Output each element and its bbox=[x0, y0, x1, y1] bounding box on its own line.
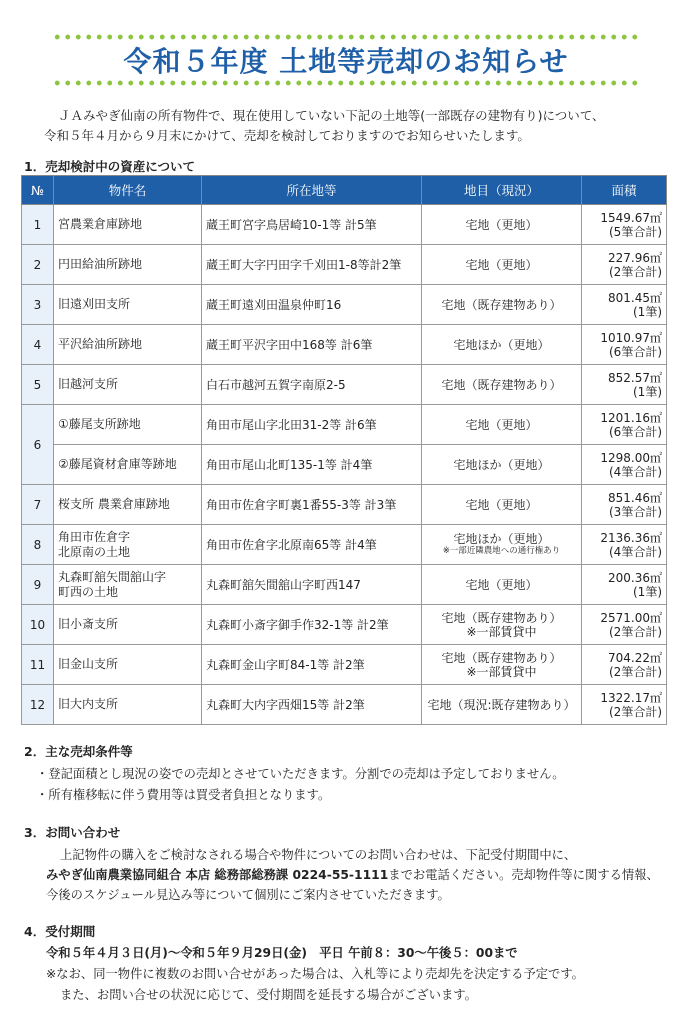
row-name-cell bbox=[54, 525, 202, 565]
table-row bbox=[22, 485, 667, 525]
row-land-text: 宅地（更地） bbox=[465, 217, 538, 232]
row-area-cell bbox=[582, 525, 667, 565]
row-area-cell bbox=[582, 485, 667, 525]
row-land-text: 宅地（更地） bbox=[465, 497, 538, 512]
row-area-cell bbox=[582, 565, 667, 605]
row-location-cell: 丸森町小斎字御手作32-1等 計2筆 bbox=[202, 605, 422, 645]
row-name-cell bbox=[54, 605, 202, 645]
row-name-cell bbox=[54, 325, 202, 365]
contact-line-3: 今後のスケジュール見込み等について個別にご案内させていただきます。 bbox=[46, 888, 450, 902]
col-header-land: 地目（現況） bbox=[422, 176, 582, 205]
contact-line-2-rest: までお電話ください。売却物件等に関する情報、 bbox=[388, 868, 659, 882]
table-header-row bbox=[22, 176, 667, 205]
row-location-cell: 角田市佐倉字町裏1番55-3等 計3筆 bbox=[202, 485, 422, 525]
row-land-text: 宅地ほか（更地） bbox=[453, 457, 550, 472]
contact-line-2 bbox=[46, 865, 659, 883]
col-header-name: 物件名 bbox=[54, 176, 202, 205]
row-area-note: (6筆合計) bbox=[609, 344, 662, 359]
table-row bbox=[22, 565, 667, 605]
row-land-cell bbox=[422, 365, 582, 405]
section4-heading: 4．受付期間 bbox=[24, 924, 96, 939]
row-location-cell: 角田市佐倉字北原南65等 計4筆 bbox=[202, 525, 422, 565]
section3-heading: 3．お問い合わせ bbox=[24, 825, 121, 840]
row-area-value: 852.57㎡ bbox=[608, 370, 662, 385]
row-area-value: 2136.36㎡ bbox=[600, 530, 662, 545]
row-name-text: 円田給油所跡地 bbox=[58, 257, 143, 271]
row-land-cell bbox=[422, 445, 582, 485]
row-no-cell: 5 bbox=[22, 365, 54, 405]
row-area-cell bbox=[582, 205, 667, 245]
section2-heading: 2．主な売却条件等 bbox=[24, 744, 133, 759]
row-location-cell: 角田市尾山北町135-1等 計4筆 bbox=[202, 445, 422, 485]
row-land-text: 宅地（既存建物あり） bbox=[441, 297, 562, 312]
row-land-cell bbox=[422, 245, 582, 285]
row-name-text: 旧小斎支所 bbox=[58, 617, 119, 631]
row-name-text: 旧越河支所 bbox=[58, 377, 119, 391]
row-name-text: 町西の土地 bbox=[58, 584, 119, 599]
row-area-note: (6筆合計) bbox=[609, 424, 662, 439]
row-name-text: ②藤尾資材倉庫等跡地 bbox=[58, 457, 177, 471]
row-location-cell: 蔵王町宮字鳥居崎10-1等 計5筆 bbox=[202, 205, 422, 245]
intro-line-2: 令和５年４月から９月末にかけて、売却を検討しておりますのでお知らせいたします。 bbox=[44, 128, 530, 143]
row-no-cell: 6 bbox=[22, 405, 54, 485]
row-name-cell bbox=[54, 205, 202, 245]
row-area-note: (2筆合計) bbox=[609, 264, 662, 279]
row-area-cell bbox=[582, 285, 667, 325]
row-area-note: (2筆合計) bbox=[609, 664, 662, 679]
row-name-cell bbox=[54, 405, 202, 445]
period-note-2: また、お問い合せの状況に応じて、受付期間を延長する場合がございます。 bbox=[60, 988, 477, 1002]
row-land-note: ※一部近隣農地への通行権あり bbox=[442, 546, 561, 556]
row-name-text: ①藤尾支所跡地 bbox=[58, 417, 141, 431]
row-area-cell bbox=[582, 605, 667, 645]
row-land-text: 宅地（既存建物あり） bbox=[441, 377, 562, 392]
row-area-value: 1549.67㎡ bbox=[600, 210, 662, 225]
row-area-cell bbox=[582, 685, 667, 725]
row-name-text: 旧大内支所 bbox=[58, 697, 119, 711]
contact-line-1: 上記物件の購入をご検討なされる場合や物件についてのお問い合わせは、下記受付期間中に、 bbox=[60, 848, 577, 862]
row-no-cell: 12 bbox=[22, 685, 54, 725]
row-location-cell: 白石市越河五賀字南原2-5 bbox=[202, 365, 422, 405]
row-no-cell: 4 bbox=[22, 325, 54, 365]
row-area-note: (1筆) bbox=[633, 384, 662, 399]
row-area-value: 704.22㎡ bbox=[608, 650, 662, 665]
row-name-cell bbox=[54, 365, 202, 405]
row-area-cell bbox=[582, 645, 667, 685]
row-location-cell: 丸森町金山字町84-1等 計2筆 bbox=[202, 645, 422, 685]
table-row bbox=[22, 365, 667, 405]
row-area-note: (4筆合計) bbox=[609, 544, 662, 559]
row-land-text: 宅地（更地） bbox=[465, 257, 538, 272]
row-area-note: (2筆合計) bbox=[609, 624, 662, 639]
condition-line-1: ・登記面積とし現況の姿での売却とさせていただきます。分割での売却は予定しておりません。 bbox=[36, 767, 565, 781]
condition-line-2: ・所有権移転に伴う費用等は買受者負担となります。 bbox=[36, 788, 331, 802]
row-area-value: 801.45㎡ bbox=[608, 290, 662, 305]
row-area-cell bbox=[582, 245, 667, 285]
row-area-value: 227.96㎡ bbox=[608, 250, 662, 265]
row-no-cell: 1 bbox=[22, 205, 54, 245]
row-location-cell: 蔵王町大字円田字千刈田1-8等計2筆 bbox=[202, 245, 422, 285]
row-name-text: 北原南の土地 bbox=[58, 544, 131, 559]
row-no-cell: 8 bbox=[22, 525, 54, 565]
section1-heading: 1．売却検討中の資産について bbox=[24, 159, 195, 174]
row-name-cell bbox=[54, 445, 202, 485]
row-land-text: 宅地（現況:既存建物あり） bbox=[427, 697, 576, 712]
col-header-no: № bbox=[22, 176, 54, 205]
row-area-note: (1筆) bbox=[633, 584, 662, 599]
row-area-value: 2571.00㎡ bbox=[600, 610, 662, 625]
table-row bbox=[22, 645, 667, 685]
row-land-text: 宅地（更地） bbox=[465, 417, 538, 432]
row-name-text: 宮農業倉庫跡地 bbox=[58, 217, 143, 231]
table-row bbox=[22, 205, 667, 245]
table-row bbox=[22, 245, 667, 285]
row-name-text: 旧遠刈田支所 bbox=[58, 297, 131, 311]
page-title: 令和５年度 土地等売却のお知らせ bbox=[123, 45, 569, 78]
table-row bbox=[22, 445, 667, 485]
row-area-value: 1322.17㎡ bbox=[600, 690, 662, 705]
table-row bbox=[22, 325, 667, 365]
col-header-area: 面積 bbox=[582, 176, 667, 205]
row-name-cell bbox=[54, 685, 202, 725]
row-land-cell bbox=[422, 405, 582, 445]
row-no-cell: 11 bbox=[22, 645, 54, 685]
property-table bbox=[21, 175, 667, 725]
row-area-value: 200.36㎡ bbox=[608, 570, 662, 585]
row-no-cell: 7 bbox=[22, 485, 54, 525]
row-land-cell bbox=[422, 645, 582, 685]
table-row bbox=[22, 605, 667, 645]
row-area-note: (1筆) bbox=[633, 304, 662, 319]
row-land-cell bbox=[422, 285, 582, 325]
row-area-note: (4筆合計) bbox=[609, 464, 662, 479]
row-name-text: 桜支所 農業倉庫跡地 bbox=[58, 497, 170, 511]
row-no-cell: 9 bbox=[22, 565, 54, 605]
row-land-cell bbox=[422, 685, 582, 725]
col-header-location: 所在地等 bbox=[202, 176, 422, 205]
row-area-value: 1298.00㎡ bbox=[600, 450, 662, 465]
row-name-text: 角田市佐倉字 bbox=[58, 529, 131, 544]
contact-info: みやぎ仙南農業協同組合 本店 総務部総務課 0224-55-1111 bbox=[46, 868, 389, 882]
row-area-value: 851.46㎡ bbox=[608, 490, 662, 505]
row-land-text: 宅地（更地） bbox=[465, 577, 538, 592]
row-area-cell bbox=[582, 405, 667, 445]
row-name-cell bbox=[54, 645, 202, 685]
decorative-dots-bottom bbox=[52, 80, 640, 86]
row-land-cell bbox=[422, 205, 582, 245]
row-location-cell: 丸森町大内字西畑15等 計2筆 bbox=[202, 685, 422, 725]
table-row bbox=[22, 685, 667, 725]
row-area-value: 1201.16㎡ bbox=[600, 410, 662, 425]
row-area-note: (3筆合計) bbox=[609, 504, 662, 519]
row-land-text: 宅地（既存建物あり） bbox=[441, 610, 562, 625]
row-name-cell bbox=[54, 485, 202, 525]
row-area-value: 1010.97㎡ bbox=[600, 330, 662, 345]
row-name-text: 平沢給油所跡地 bbox=[58, 337, 143, 351]
row-location-cell: 角田市尾山字北田31-2等 計6筆 bbox=[202, 405, 422, 445]
row-location-cell: 丸森町舘矢間舘山字町西147 bbox=[202, 565, 422, 605]
table-row bbox=[22, 525, 667, 565]
row-land-text: 宅地ほか（更地） bbox=[453, 532, 550, 546]
row-land-text: 宅地ほか（更地） bbox=[453, 337, 550, 352]
row-name-text: 旧金山支所 bbox=[58, 657, 119, 671]
row-area-cell bbox=[582, 325, 667, 365]
row-area-cell bbox=[582, 445, 667, 485]
row-name-text: 丸森町舘矢間舘山字 bbox=[58, 569, 167, 584]
row-name-cell bbox=[54, 565, 202, 605]
row-land-cell bbox=[422, 325, 582, 365]
intro-line-1: ＪＡみやぎ仙南の所有物件で、現在使用していない下記の土地等(一部既存の建物有り)について、 bbox=[58, 108, 605, 123]
row-land-cell bbox=[422, 525, 582, 565]
row-land-text: 宅地（既存建物あり） bbox=[441, 650, 562, 665]
table-row bbox=[22, 405, 667, 445]
row-name-cell bbox=[54, 245, 202, 285]
period-note-1: ※なお、同一物件に複数のお問い合せがあった場合は、入札等により売却先を決定する予定です。 bbox=[46, 967, 584, 981]
row-no-cell: 2 bbox=[22, 245, 54, 285]
row-location-cell: 蔵王町平沢字田中168等 計6筆 bbox=[202, 325, 422, 365]
row-area-note: (5筆合計) bbox=[609, 224, 662, 239]
row-land-note: ※一部賃貸中 bbox=[466, 664, 537, 679]
row-area-note: (2筆合計) bbox=[609, 704, 662, 719]
row-name-cell bbox=[54, 285, 202, 325]
row-no-cell: 10 bbox=[22, 605, 54, 645]
row-land-note: ※一部賃貸中 bbox=[466, 624, 537, 639]
row-no-cell: 3 bbox=[22, 285, 54, 325]
reception-period: 令和５年４月３日(月)～令和５年９月29日(金) 平日 午前８：30～午後５：00まで bbox=[46, 946, 518, 960]
row-area-cell bbox=[582, 365, 667, 405]
row-land-cell bbox=[422, 605, 582, 645]
table-row bbox=[22, 285, 667, 325]
row-land-cell bbox=[422, 565, 582, 605]
row-location-cell: 蔵王町遠刈田温泉仲町16 bbox=[202, 285, 422, 325]
row-land-cell bbox=[422, 485, 582, 525]
